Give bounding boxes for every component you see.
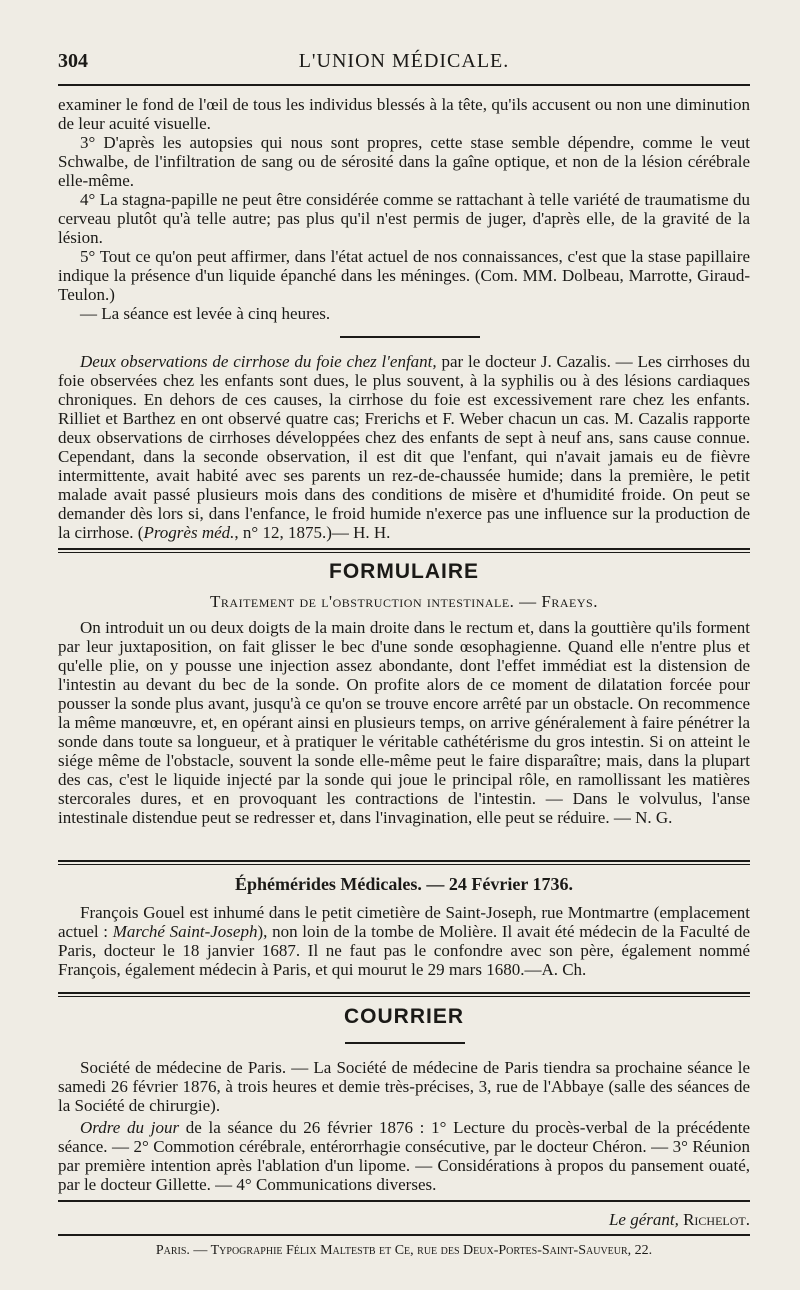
- cirrhose-title: Deux observations de cirrhose du foie chez l'enfant,: [80, 352, 437, 371]
- courrier-rule-top: [58, 992, 750, 994]
- courrier-rule-top-2: [58, 996, 750, 997]
- ephemerides-section: [58, 874, 750, 979]
- cirrhose-paragraph: [58, 352, 750, 542]
- courrier-para-2: [58, 1118, 750, 1194]
- ephemerides-text-a: François Gouel est inhumé dans le petit cimetière de Saint-Joseph, rue Montmartre (emplacement actuel :: [58, 903, 750, 941]
- courrier-divider: [345, 1042, 465, 1044]
- ephemerides-text-b: ), non loin de la tombe de Molière. Il avait été médecin de la Faculté de Paris, docteur le 18 janvier 1687. Il ne faut pas le confondre avec son père, également nommé François, également médecin à Paris, et qui mourut le 29 mars 1680.—A. Ch.: [58, 922, 750, 979]
- imprint-rule: [58, 1234, 750, 1236]
- cirrhose-section: [58, 352, 750, 542]
- imprint: Paris. — Typographie Félix Maltestb et Ce, rue des Deux-Portes-Saint-Sauveur, 22.: [155, 1243, 653, 1258]
- ephemerides-heading: Éphémérides Médicales. — 24 Février 1736.: [234, 874, 574, 894]
- top-para-2: 3° D'après les autopsies qui nous sont propres, cette stase semble dépendre, comme le veut Schwalbe, de l'infiltration de sang ou de sérosité dans la gaîne optique, et non de la lésion cérébrale elle-même.: [58, 133, 750, 190]
- page-number: 304: [58, 50, 88, 72]
- cirrhose-ref-end: , n° 12, 1875.)— H. H.: [234, 523, 391, 542]
- ordre-du-jour-label: Ordre du jour: [80, 1118, 180, 1137]
- ephemerides-text-italic: Marché Saint-Joseph: [112, 922, 258, 941]
- top-para-3: 4° La stagna-papille ne peut être considérée comme se rattachant à telle variété de traumatisme du cerveau plutôt qu'à telle autre; pas plus qu'il n'est permis de juger, d'après elle, de la gravité de la lésion.: [58, 190, 750, 247]
- top-para-1: examiner le fond de l'œil de tous les individus blessés à la tête, qu'ils accusent ou non une diminution de leur acuité visuelle.: [58, 95, 750, 133]
- ephemerides-rule-top-2: [58, 864, 750, 865]
- formulaire-section: [58, 560, 750, 827]
- section-divider: [340, 336, 480, 338]
- formulaire-text: On introduit un ou deux doigts de la main droite dans le rectum et, dans la gouttière qu'ils forment par leur juxtaposition, on fait glisser le bec d'une sonde œsophagienne. Quand elle n'entre plus et qu'elle plie, on y pousse une injection assez abondante, dont l'effet immédiat est la distension de l'intestin au devant du bec de la sonde. On profite alors de ce moment de dilatation forcée pour pousser la sonde plus avant, jusqu'à ce qu'on se trouve encore arrêté par un obstacle. On recommence la même manœuvre, et, en opérant ainsi en plusieurs temps, on arrive généralement à faire pénétrer la sonde dans toute sa longueur, et à pratiquer le véritable cathétérisme du gros intestin. Si on atteint le siége même de l'obstacle, souvent la sonde elle-même peut le faire disparaître; mais, dans la plupart des cas, c'est le liquide injecté par la sonde qui joue le principal rôle, en ramollissant les matières stercorales dures, et en provoquant les contractions de l'intestin. — Dans le volvulus, l'anse intestinale distendue peut se redresser et, dans l'invagination, elle peut se réduire. — N. G.: [58, 618, 750, 827]
- header-rule: [58, 84, 750, 86]
- cirrhose-text: par le docteur J. Cazalis. — Les cirrhoses du foie observées chez les enfants sont dues, le plus souvent, à la syphilis ou à des lésions cardiaques chroniques. En dehors de ces causes, la cirrhose du foie est excessivement rare chez les enfants. Rilliet et Barthez en ont observé quatre cas; Frerichs et F. Weber chacun un cas. M. Cazalis rapporte deux observations de cirrhoses développées chez des enfants de sept à neuf ans, sans cause connue. Cependant, dans la seconde observation, il est dit que l'enfant, qui n'avait jamais eu de fièvre intermittente, avait habité avec ses parents un rez-de-chaussée humide; dans la première, le petit malade avait passé plusieurs mois dans des conditions de misère et d'humidité froide. On peut se demander dès lors si, dans l'enfance, le froid humide n'exerce pas une influence sur la production de la cirrhose. (: [58, 352, 750, 542]
- formulaire-subtitle: Traitement de l'obstruction intestinale. — Fraeys.: [210, 592, 598, 611]
- running-title: L'UNION MÉDICALE.: [298, 50, 510, 72]
- ephemerides-rule-top: [58, 860, 750, 862]
- courrier-section: [58, 1005, 750, 1029]
- top-para-5: — La séance est levée à cinq heures.: [80, 304, 331, 323]
- formulaire-rule-top: [58, 548, 750, 550]
- ephemerides-paragraph: [58, 903, 750, 979]
- top-section: [58, 95, 750, 323]
- gerant-name: Richelot.: [678, 1210, 750, 1229]
- ordre-du-jour-text: de la séance du 26 février 1876 : 1° Lecture du procès-verbal de la précédente séance. — 2° Commotion cérébrale, entérorrhagie consécutive, par le docteur Chéron. — 3° Réunion par première intention après l'ablation d'un lipome. — Considérations à propos du pansement ouaté, par le docteur Gillette. — 4° Communications diverses.: [58, 1118, 750, 1194]
- courrier-body: [58, 1058, 750, 1194]
- cirrhose-ref: Progrès méd.: [143, 523, 235, 542]
- gerant-label: Le gérant,: [608, 1210, 679, 1229]
- top-para-4: 5° Tout ce qu'on peut affirmer, dans l'état actuel de nos connaissances, c'est que la stase papillaire indique la présence d'un liquide épanché dans les méninges. (Com. MM. Dolbeau, Marrotte, Giraud-Teulon.): [58, 247, 750, 304]
- courrier-para-1: Société de médecine de Paris. — La Société de médecine de Paris tiendra sa prochaine séance le samedi 26 février 1876, à trois heures et demie très-précises, 3, rue de l'Abbaye (salle des séances de la Société de chirurgie).: [58, 1058, 750, 1115]
- gerant-line: [58, 1210, 750, 1230]
- courrier-heading: COURRIER: [343, 1005, 464, 1028]
- footer-rule: [58, 1200, 750, 1202]
- formulaire-heading: FORMULAIRE: [329, 560, 479, 583]
- formulaire-rule-top-2: [58, 552, 750, 553]
- page-header: [58, 48, 750, 78]
